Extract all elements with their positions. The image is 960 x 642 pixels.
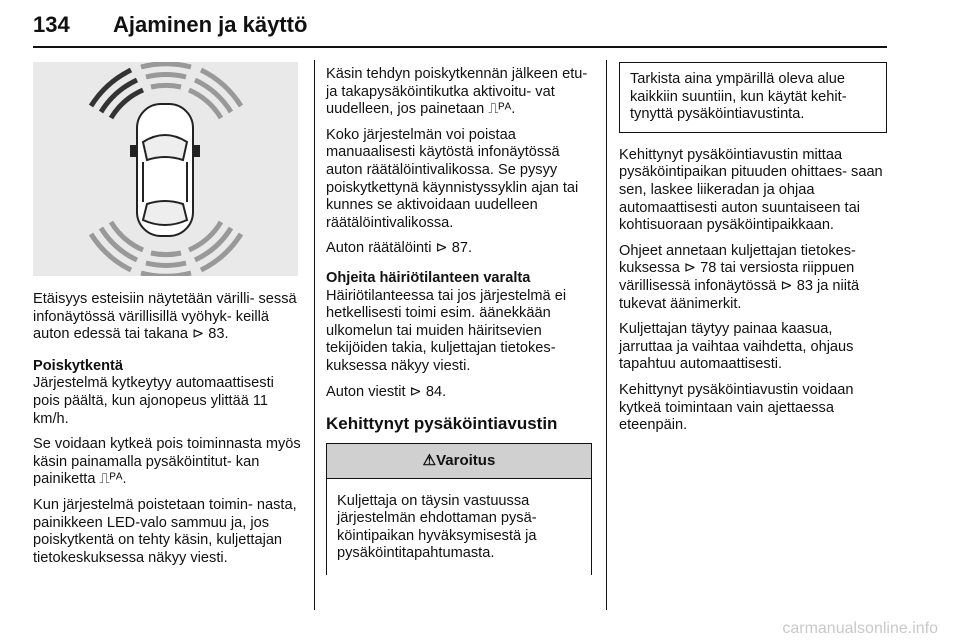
- column-divider: [606, 60, 607, 610]
- page-title: Ajaminen ja käyttö: [113, 12, 308, 37]
- column-3: [619, 62, 887, 443]
- paragraph: Auton räätälöinti ⊳ 87.: [326, 240, 473, 257]
- warning-text: Kuljettaja on täysin vastuussa järjestelmän ehdottaman pysä- köintipaikan hyväksymisestä ja pysäköintitapahtumasta.: [337, 492, 537, 562]
- page-number: 134: [33, 12, 70, 37]
- page-header: [33, 6, 887, 44]
- note-box: Tarkista aina ympärillä oleva alue kaikkiin suuntiin, kun käytät kehit- tynyttä pysäköintiavustinta.: [619, 62, 887, 133]
- heading-kehittynyt: Kehittynyt pysäköintiavustin: [326, 414, 558, 434]
- watermark: carmanualsonline.info: [782, 620, 938, 637]
- figure-caption: Etäisyys esteisiin näytetään värilli- sessä infonäytössä värillisillä vyöhyk- keillä auton edessä tai takana ⊳ 83.: [33, 291, 297, 343]
- warning-box: [326, 443, 592, 575]
- parking-sensor-figure: [33, 62, 298, 276]
- column-2: [326, 66, 592, 575]
- warning-title: ⚠Varoitus: [327, 444, 591, 479]
- paragraph: Häiriötilanteessa tai jos järjestelmä ei hetkellisesti toimi esim. äänekkään ulkomelun tai muiden häiritsevien tekijöiden takia, kuljettajan tietokes- kuksessa näkyy viesti.: [326, 287, 567, 374]
- parking-assist-car-icon: [33, 62, 298, 276]
- paragraph: Kehittynyt pysäköintiavustin voidaan kytkeä toimintaan vain ajettaessa eteenpäin.: [619, 381, 854, 434]
- paragraph: Kehittynyt pysäköintiavustin mittaa pysäköintipaikan pituuden ohittaes- saan sen, laskee liikeradan ja ohjaa automaattisesti auton suuntaiseen tai kohtisuoraan pysäköintipaikkaan.: [619, 146, 883, 234]
- heading-hairiotilanne: Ohjeita häiriötilanteen varalta: [326, 269, 531, 286]
- paragraph: Käsin tehdyn poiskytkennän jälkeen etu- ja takapysäköintikutka aktivoitu- vat uudelleen, jos painetaan ⎍ᴾᴬ.: [326, 66, 588, 118]
- column-1: [33, 291, 301, 575]
- heading-poiskytkenta: Poiskytkentä: [33, 357, 124, 374]
- paragraph: Se voidaan kytkeä pois toiminnasta myös käsin painamalla pysäköintitut- kan painiketta ⎍ᴾᴬ.: [33, 436, 301, 488]
- paragraph: Auton viestit ⊳ 84.: [326, 383, 447, 400]
- column-divider: [314, 60, 315, 610]
- paragraph: Koko järjestelmän voi poistaa manuaalisesti käytöstä infonäytössä auton räätälöintivalikossa. Se pysyy poiskytkettynä käynnistyssyklin ajan tai kunnes se aktivoidaan uudelleen räätälöintivalikossa.: [326, 126, 579, 231]
- paragraph: Kun järjestelmä poistetaan toimin- nasta, painikkeen LED-valo sammuu ja, jos poiskytkentä on tehty käsin, kuljettajan tietokeskuksessa näkyy viesti.: [33, 496, 297, 566]
- paragraph: Ohjeet annetaan kuljettajan tietokes- kuksessa ⊳ 78 tai versiosta riippuen värillisessä infonäytössä ⊳ 83 ja niitä tukevat äänimerkit.: [619, 242, 860, 312]
- paragraph: Järjestelmä kytkeytyy automaattisesti pois päältä, kun ajonopeus ylittää 11 km/h.: [33, 375, 274, 427]
- header-rule: [33, 46, 887, 48]
- paragraph: Kuljettajan täytyy painaa kaasua, jarruttaa ja vaihtaa vaihdetta, ohjaus tapahtuu automaattisesti.: [619, 321, 854, 373]
